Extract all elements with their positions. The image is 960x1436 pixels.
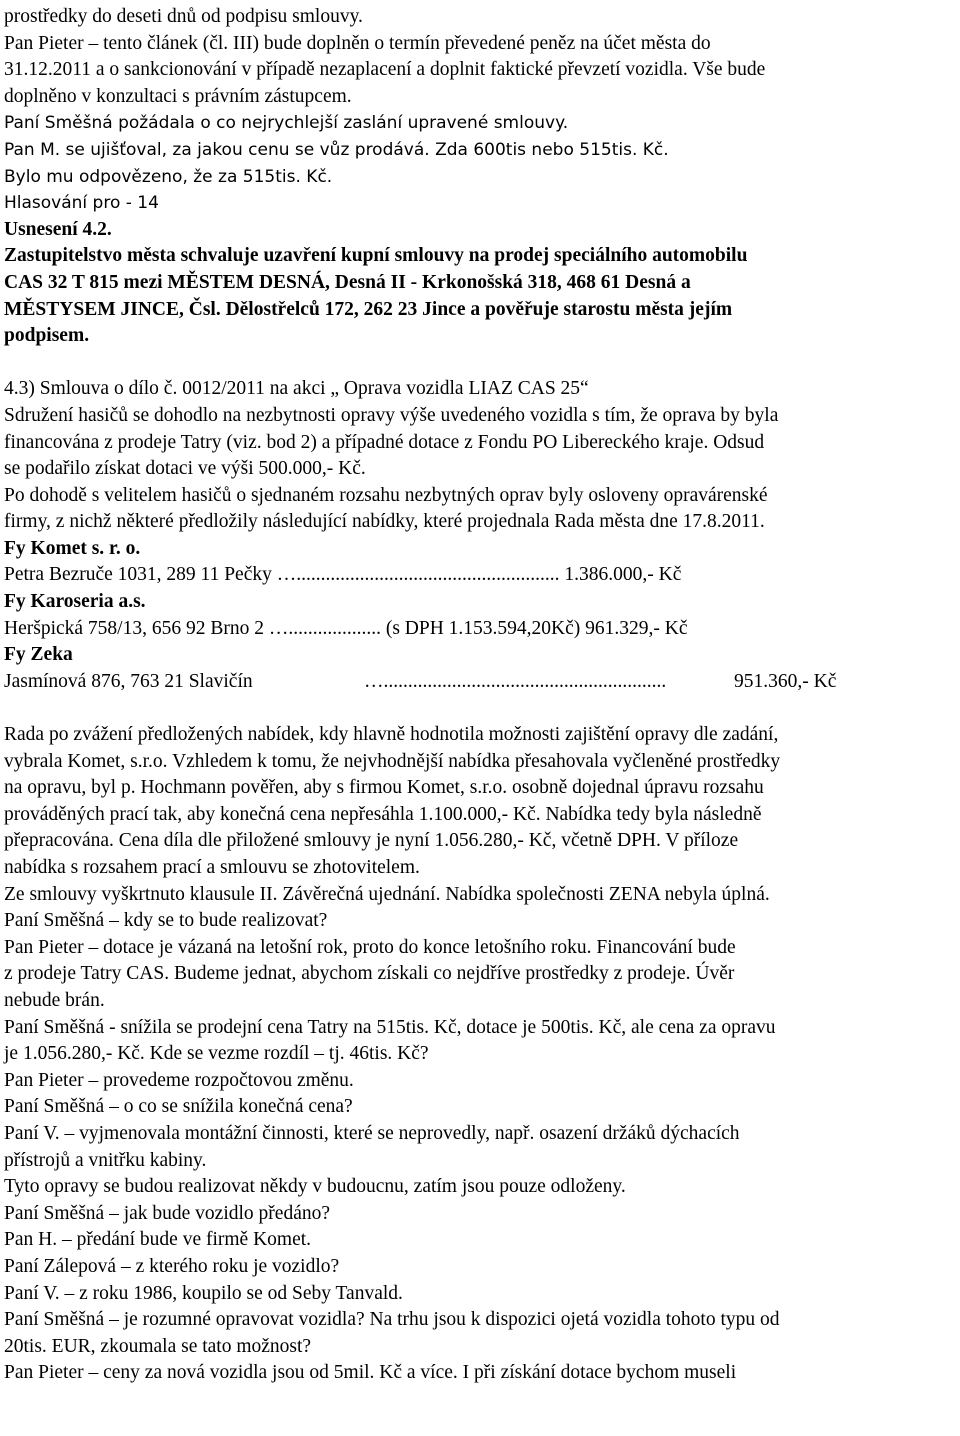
text-line: Po dohodě s velitelem hasičů o sjednaném rozsahu nezbytných oprav byly osloveny opravárenské [4,484,768,506]
vote-result: Hlasování pro - 14 [4,193,159,214]
offer-line: Petra Bezruče 1031, 289 11 Pečky …...................................................... 1.386.000,- Kč [4,564,682,586]
blank-line [4,350,954,377]
text-line: Paní Zálepová – z kterého roku je vozidlo? [4,1255,340,1277]
resolution-heading: Usnesení 4.2. [4,218,112,240]
text-line: prováděných prací tak, aby konečná cena nepřesáhla 1.100.000,- Kč. Nabídka tedy byla následně [4,803,762,825]
text-line: vybrala Komet, s.r.o. Vzhledem k tomu, že nejvhodnější nabídka přesahovala vyčleněné prostředky [4,750,781,772]
blank-line [4,695,954,722]
offer-line: Heršpická 758/13, 656 92 Brno 2 …................... (s DPH 1.153.594,20Kč) 961.329,- Kč [4,617,688,639]
text-line: nabídka s rozsahem prací a smlouvu se zhotovitelem. [4,857,420,878]
text-line: Paní Směšná – kdy se to bude realizovat? [4,910,328,932]
text-line: Paní Směšná – je rozumné opravovat vozidla? Na trhu jsou k dispozici ojetá vozidla tohoto typu od [4,1309,780,1331]
text-line: Tyto opravy se budou realizovat někdy v budoucnu, zatím jsou pouze odloženy. [4,1176,626,1198]
offer-address: Jasmínová 876, 763 21 Slavičín [4,670,253,692]
resolution-text: Zastupitelstvo města schvaluje uzavření kupní smlouvy na prodej speciálního automobilu [4,245,748,267]
text-line: na opravu, byl p. Hochmann pověřen, aby s firmou Komet, s.r.o. osobně dojednal úpravu rozsahu [4,777,764,799]
text-line: Rada po zvážení předložených nabídek, kdy hlavně hodnotila možnosti zajištění opravy dle zadání, [4,724,779,746]
offer-company: Fy Komet s. r. o. [4,537,141,559]
text-line: Pan Pieter – ceny za nová vozidla jsou od 5mil. Kč a více. I při získání dotace bychom museli [4,1362,737,1384]
text-line: nebude brán. [4,989,105,1011]
text-line: je 1.056.280,- Kč. Kde se vezme rozdíl – tj. 46tis. Kč? [4,1043,429,1065]
text-line: Paní Směšná - snížila se prodejní cena Tatry na 515tis. Kč, dotace je 500tis. Kč, ale cena za opravu [4,1016,776,1038]
offer-company: Fy Zeka [4,644,73,666]
text-line: Paní V. – z roku 1986, koupilo se od Seby Tanvald. [4,1282,403,1304]
text-line: financována z prodeje Tatry (viz. bod 2) a případné dotace z Fondu PO Libereckého kraje. Odsud [4,431,765,453]
text-line: Pan Pieter – provedeme rozpočtovou změnu. [4,1069,354,1091]
text-line: Pan H. – předání bude ve firmě Komet. [4,1229,312,1251]
document-page [4,4,954,1387]
text-line: Sdružení hasičů se dohodlo na nezbytnosti opravy výše uvedeného vozidla s tím, že oprava by byla [4,404,779,426]
text-line: přístrojů a vnitřku kabiny. [4,1149,207,1171]
text-line: Pan M. se ujišťoval, za jakou cenu se vůz prodává. Zda 600tis nebo 515tis. Kč. [4,139,669,160]
offer-line [4,669,954,696]
text-line: Bylo mu odpovězeno, že za 515tis. Kč. [4,166,333,187]
text-line: z prodeje Tatry CAS. Budeme jednat, abychom získali co nejdříve prostředky z prodeje. Úvěr [4,963,735,985]
offer-price: 951.360,- Kč [734,670,837,692]
text-line: se podařilo získat dotaci ve výši 500.000,- Kč. [4,458,366,480]
resolution-text: MĚSTYSEM JINCE, Čsl. Dělostřelců 172, 262 23 Jince a pověřuje starostu města jejím [4,298,733,320]
section-heading: 4.3) Smlouva o dílo č. 0012/2011 na akci „ Oprava vozidla LIAZ CAS 25“ [4,378,589,400]
text-line: firmy, z nichž některé předložily následující nabídky, které projednala Rada města dne 17.8.2011. [4,511,765,533]
text-line: Paní Směšná požádala o co nejrychlejší zaslání upravené smlouvy. [4,113,569,134]
text-line: Pan Pieter – dotace je vázaná na letošní rok, proto do konce letošního roku. Financování bude [4,936,736,958]
text-line: prostředky do deseti dnů od podpisu smlouvy. [4,6,363,27]
text-line: Pan Pieter – tento článek (čl. III) bude doplněn o termín převedené peněz na účet města do [4,32,711,54]
text-line: 31.12.2011 a o sankcionování v případě nezaplacení a doplnit faktické převzetí vozidla. Vše bude [4,59,766,81]
resolution-text: podpisem. [4,325,90,347]
offer-company: Fy Karoseria a.s. [4,591,146,613]
text-line: přepracována. Cena díla dle přiložené smlouvy je nyní 1.056.280,- Kč, včetně DPH. V příloze [4,830,739,852]
resolution-text: CAS 32 T 815 mezi MĚSTEM DESNÁ, Desná II - Krkonošská 318, 468 61 Desná a [4,271,691,293]
text-line: Paní Směšná – o co se snížila konečná cena? [4,1096,353,1118]
text-line: Paní V. – vyjmenovala montážní činnosti, které se neprovedly, např. osazení držáků dýchacích [4,1122,740,1144]
offer-dots: ….......................................................... [364,670,667,692]
text-line: doplněno v konzultaci s právním zástupcem. [4,85,352,107]
text-line: Ze smlouvy vyškrtnuto klausule II. Závěrečná ujednání. Nabídka společnosti ZENA nebyla úplná. [4,883,770,905]
text-line: 20tis. EUR, zkoumala se tato možnost? [4,1335,312,1357]
text-line: Paní Směšná – jak bude vozidlo předáno? [4,1202,331,1224]
